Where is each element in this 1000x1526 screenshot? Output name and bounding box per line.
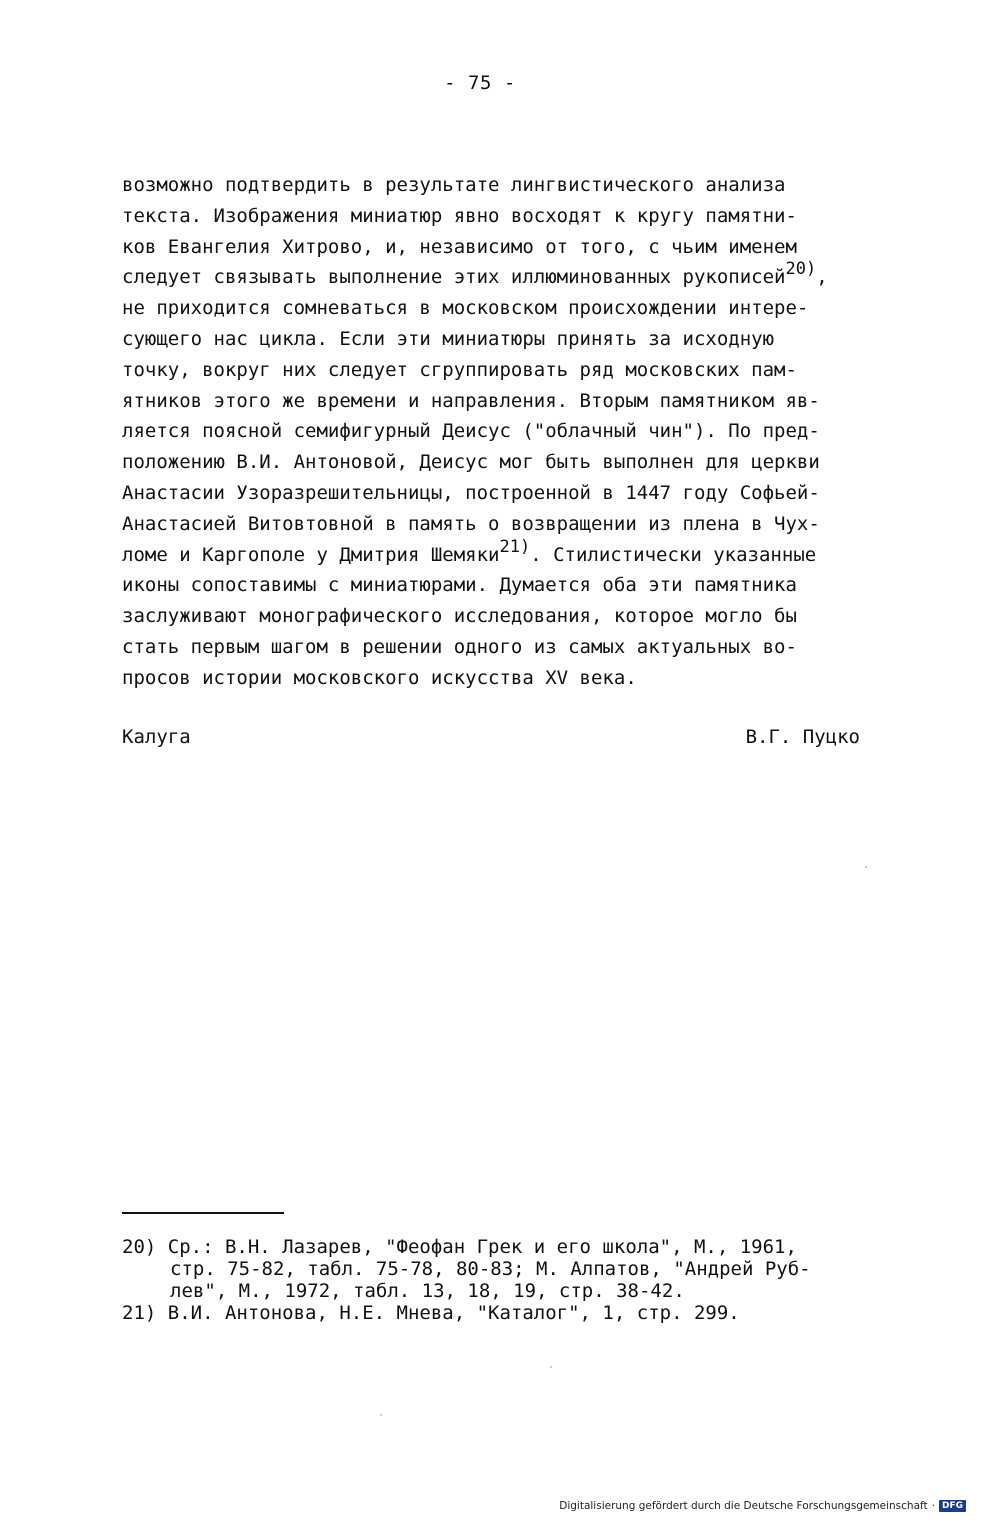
- footnote-ref-20[interactable]: 20): [785, 259, 817, 280]
- text-line: Анастасии Узоразрешительницы, построенной в 1447 году Софьей-: [122, 481, 820, 504]
- text-line: ков Евангелия Хитрово, и, независимо от того, с чьим именем: [122, 235, 797, 258]
- text-line: возможно подтвердить в результате лингвистического анализа: [122, 174, 786, 196]
- author-name: В.Г. Пуцко: [745, 726, 860, 748]
- text-line: положению В.И. Антоновой, Деисус мог быть выполнен для церкви: [122, 451, 820, 474]
- scan-speck: [865, 866, 867, 868]
- text-line: не приходится сомневаться в московском происхождении интере-: [122, 297, 809, 320]
- footnote-20: [122, 1236, 882, 1302]
- scan-speck: [550, 1366, 552, 1368]
- text-line: иконы сопоставимы с миниатюрами. Думается оба эти памятника: [122, 574, 797, 597]
- footnotes: [122, 1236, 882, 1324]
- footnote-21: [122, 1302, 882, 1324]
- text-line: точку, вокруг них следует сгруппировать ряд московских пам-: [122, 358, 797, 381]
- text-line: стать первым шагом в решении одного из самых актуальных во-: [122, 635, 797, 658]
- text-line: Анастасией Витовтовной в память о возвращении из плена в Чух-: [122, 512, 820, 535]
- text-line: ятников этого же времени и направления. Вторым памятником яв-: [122, 389, 820, 412]
- footnote-line: лев", М., 1972, табл. 13, 18, 19, стр. 38-42.: [170, 1280, 685, 1302]
- page-number: - 75 -: [444, 72, 516, 94]
- text-line: заслуживают монографического исследования, которое могло бы: [122, 605, 797, 628]
- text-line: текста. Изображения миниатюр явно восходят к кругу памятни-: [122, 204, 797, 227]
- text-line: просов истории московского искусства XV века.: [122, 666, 637, 689]
- text-line: ляется поясной семифигурный Деисус ("облачный чин"). По пред-: [122, 420, 820, 443]
- text-line: ломе и Каргополе у Дмитрия Шемяки$^{21)}$. Стилистически указанные: [122, 536, 817, 566]
- footnote-line: стр. 75-82, табл. 75-78, 80-83; М. Алпатов, "Андрей Руб-: [170, 1258, 811, 1280]
- footnote-divider: [122, 1212, 284, 1214]
- body-text: [122, 170, 882, 694]
- footnote-line: 20) Ср.: В.Н. Лазарев, "Феофан Грек и его школа", М., 1961,: [122, 1236, 797, 1258]
- scan-speck: [380, 1414, 382, 1416]
- place-name: Калуга: [122, 726, 191, 748]
- dfg-logo-icon: DFG: [939, 1500, 966, 1512]
- credit-text: Digitalisierung gefördert durch die Deutsche Forschungsgemeinschaft: [559, 1500, 928, 1512]
- digitization-credit: Digitalisierung gefördert durch die Deutsche Forschungsgemeinschaft · DFG: [559, 1500, 966, 1512]
- footnote-ref-21[interactable]: 21): [499, 536, 531, 557]
- text-line: следует связывать выполнение этих иллюминованных рукописей$^{20)}$,: [122, 259, 828, 289]
- footnote-line: 21) В.И. Антонова, Н.Е. Мнева, "Каталог", 1, стр. 299.: [122, 1302, 740, 1324]
- text-line: сующего нас цикла. Если эти миниатюры принять за исходную: [122, 327, 775, 350]
- signature-row: [122, 726, 860, 748]
